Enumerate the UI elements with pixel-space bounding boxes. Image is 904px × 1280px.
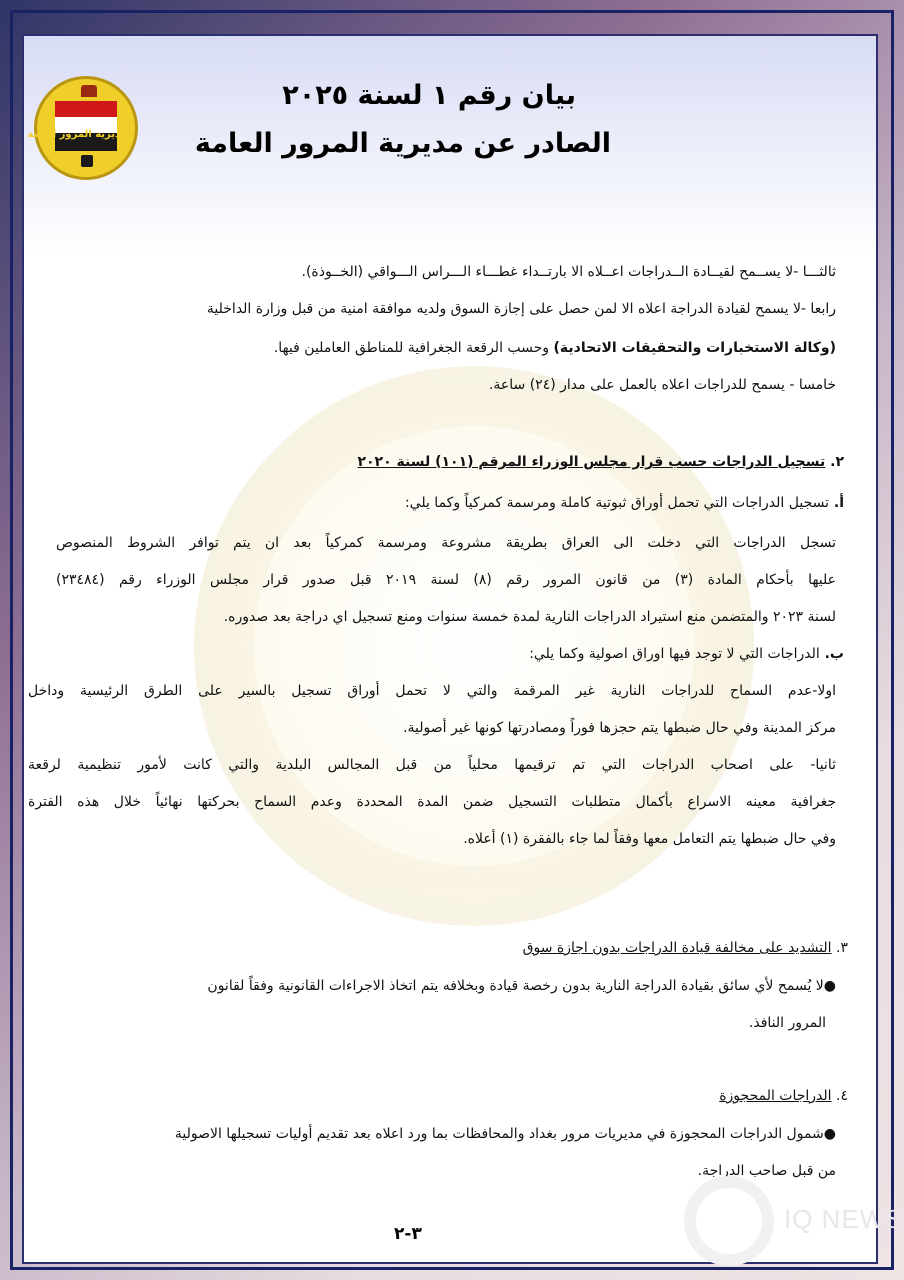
document-page	[22, 34, 904, 1264]
section-2b-line: اولا-عدم السماح للدراجات النارية غير المرقمة والتي لا تحمل أوراق تسجيل بالسير على الطرق الرئيسية وداخل	[28, 683, 836, 699]
paragraph-fourth-cont: (وكالة الاستخبارات والتحقيقات الاتحادية) وحسب الرقعة الجغرافية للمناطق العاملين فيها.	[273, 340, 836, 356]
paragraph-fifth: خامسا - يسمح للدراجات اعلاه بالعمل على مدار (٢٤) ساعة.	[488, 377, 836, 393]
section-3-heading: ٣. التشديد على مخالفة قيادة الدراجات بدون اجازة سوق	[522, 940, 848, 956]
section-4-line: ●شمول الدراجات المحجوزة في مديريات مرور بغداد والمحافظات بما ورد اعلاه بعد تقديم أوليات تسجيلها الاصولية	[174, 1126, 836, 1142]
logo-text: مديرية المرور العامة	[27, 129, 127, 140]
traffic-directorate-logo	[27, 76, 138, 180]
section-2a-line: لسنة ٢٠٢٣ والمتضمن منع استيراد الدراجات النارية لمدة خمسة سنوات ومنع تسجيل اي دراجة بعد صدوره.	[223, 609, 836, 625]
section-2b-line: مركز المدينة وفي حال ضبطها يتم حجزها فوراً ومصادرتها كونها غير أصولية.	[403, 720, 836, 736]
news-watermark: IQ NEWS	[784, 1204, 904, 1234]
section-2-heading: ٢. تسجيل الدراجات حسب قرار مجلس الوزراء المرقم (١٠١) لسنة ٢٠٢٠	[357, 454, 844, 470]
section-3-line: ●لا يُسمح لأي سائق بقيادة الدراجة النارية بدون رخصة قيادة وبخلافه يتم اتخاذ الاجراءات القانونية وفقاً لقانون	[207, 978, 836, 994]
section-2b-line: ثانيا- على اصحاب الدراجات التي تم ترقيمها محلياً من قبل المجالس البلدية والتي كانت لأمور تنظيمية لرقعة	[28, 757, 836, 773]
section-2b-line: جغرافية معينه الاسراع بأكمال متطلبات التسجيل ضمن المدة المحددة وعدم السماح بحركتها نهائياً خلال هذه الفترة	[28, 794, 836, 810]
section-2a-line: عليها بأحكام المادة (٣) من قانون المرور رقم (٨) لسنة ٢٠١٩ قبل صدور قرار مجلس الوزراء رقم (٢٣٤٨٤)	[56, 572, 837, 588]
page-number: ٣-٢	[394, 1224, 422, 1244]
statement-issuer: الصادر عن مديرية المرور العامة	[194, 128, 611, 159]
paragraph-fourth: رابعا -لا يسمح لقيادة الدراجة اعلاه الا لمن حصل على إجازة السوق ولديه موافقة امنية من قبل وزارة الداخلية	[206, 301, 836, 317]
section-4-heading: ٤. الدراجات المحجوزة	[719, 1088, 848, 1104]
section-2b-line: وفي حال ضبطها يتم التعامل معها وفقاً لما جاء بالفقرة (١) أعلاه.	[463, 831, 836, 847]
section-2a-line: تسجل الدراجات التي دخلت الى العراق بطريقة مشروعة ومرسمة كمركياً بعد ان يتم توافر الشروط المنصوص	[56, 535, 836, 551]
section-4-line: من قبل صاحب الدراجة.	[697, 1163, 836, 1179]
section-3-line: المرور النافذ.	[748, 1015, 826, 1031]
section-2b-heading: ب. الدراجات التي لا توجد فيها اوراق اصولية وكما يلي:	[529, 646, 844, 662]
section-2a-heading: أ. تسجيل الدراجات التي تحمل أوراق ثبوتية كاملة ومرسمة كمركياً وكما يلي:	[404, 495, 844, 511]
statement-title: بيان رقم ١ لسنة ٢٠٢٥	[282, 80, 576, 111]
agency-name: (وكالة الاستخبارات والتحقيقات الاتحادية)	[553, 340, 836, 356]
paragraph-third: ثالثـــا -لا يســمح لقيــادة الــدراجات اعــلاه الا بارتــداء غطـــاء الـــراس الـــواقي (الخــوذة).	[301, 264, 836, 280]
news-logo-circle	[684, 1176, 774, 1266]
